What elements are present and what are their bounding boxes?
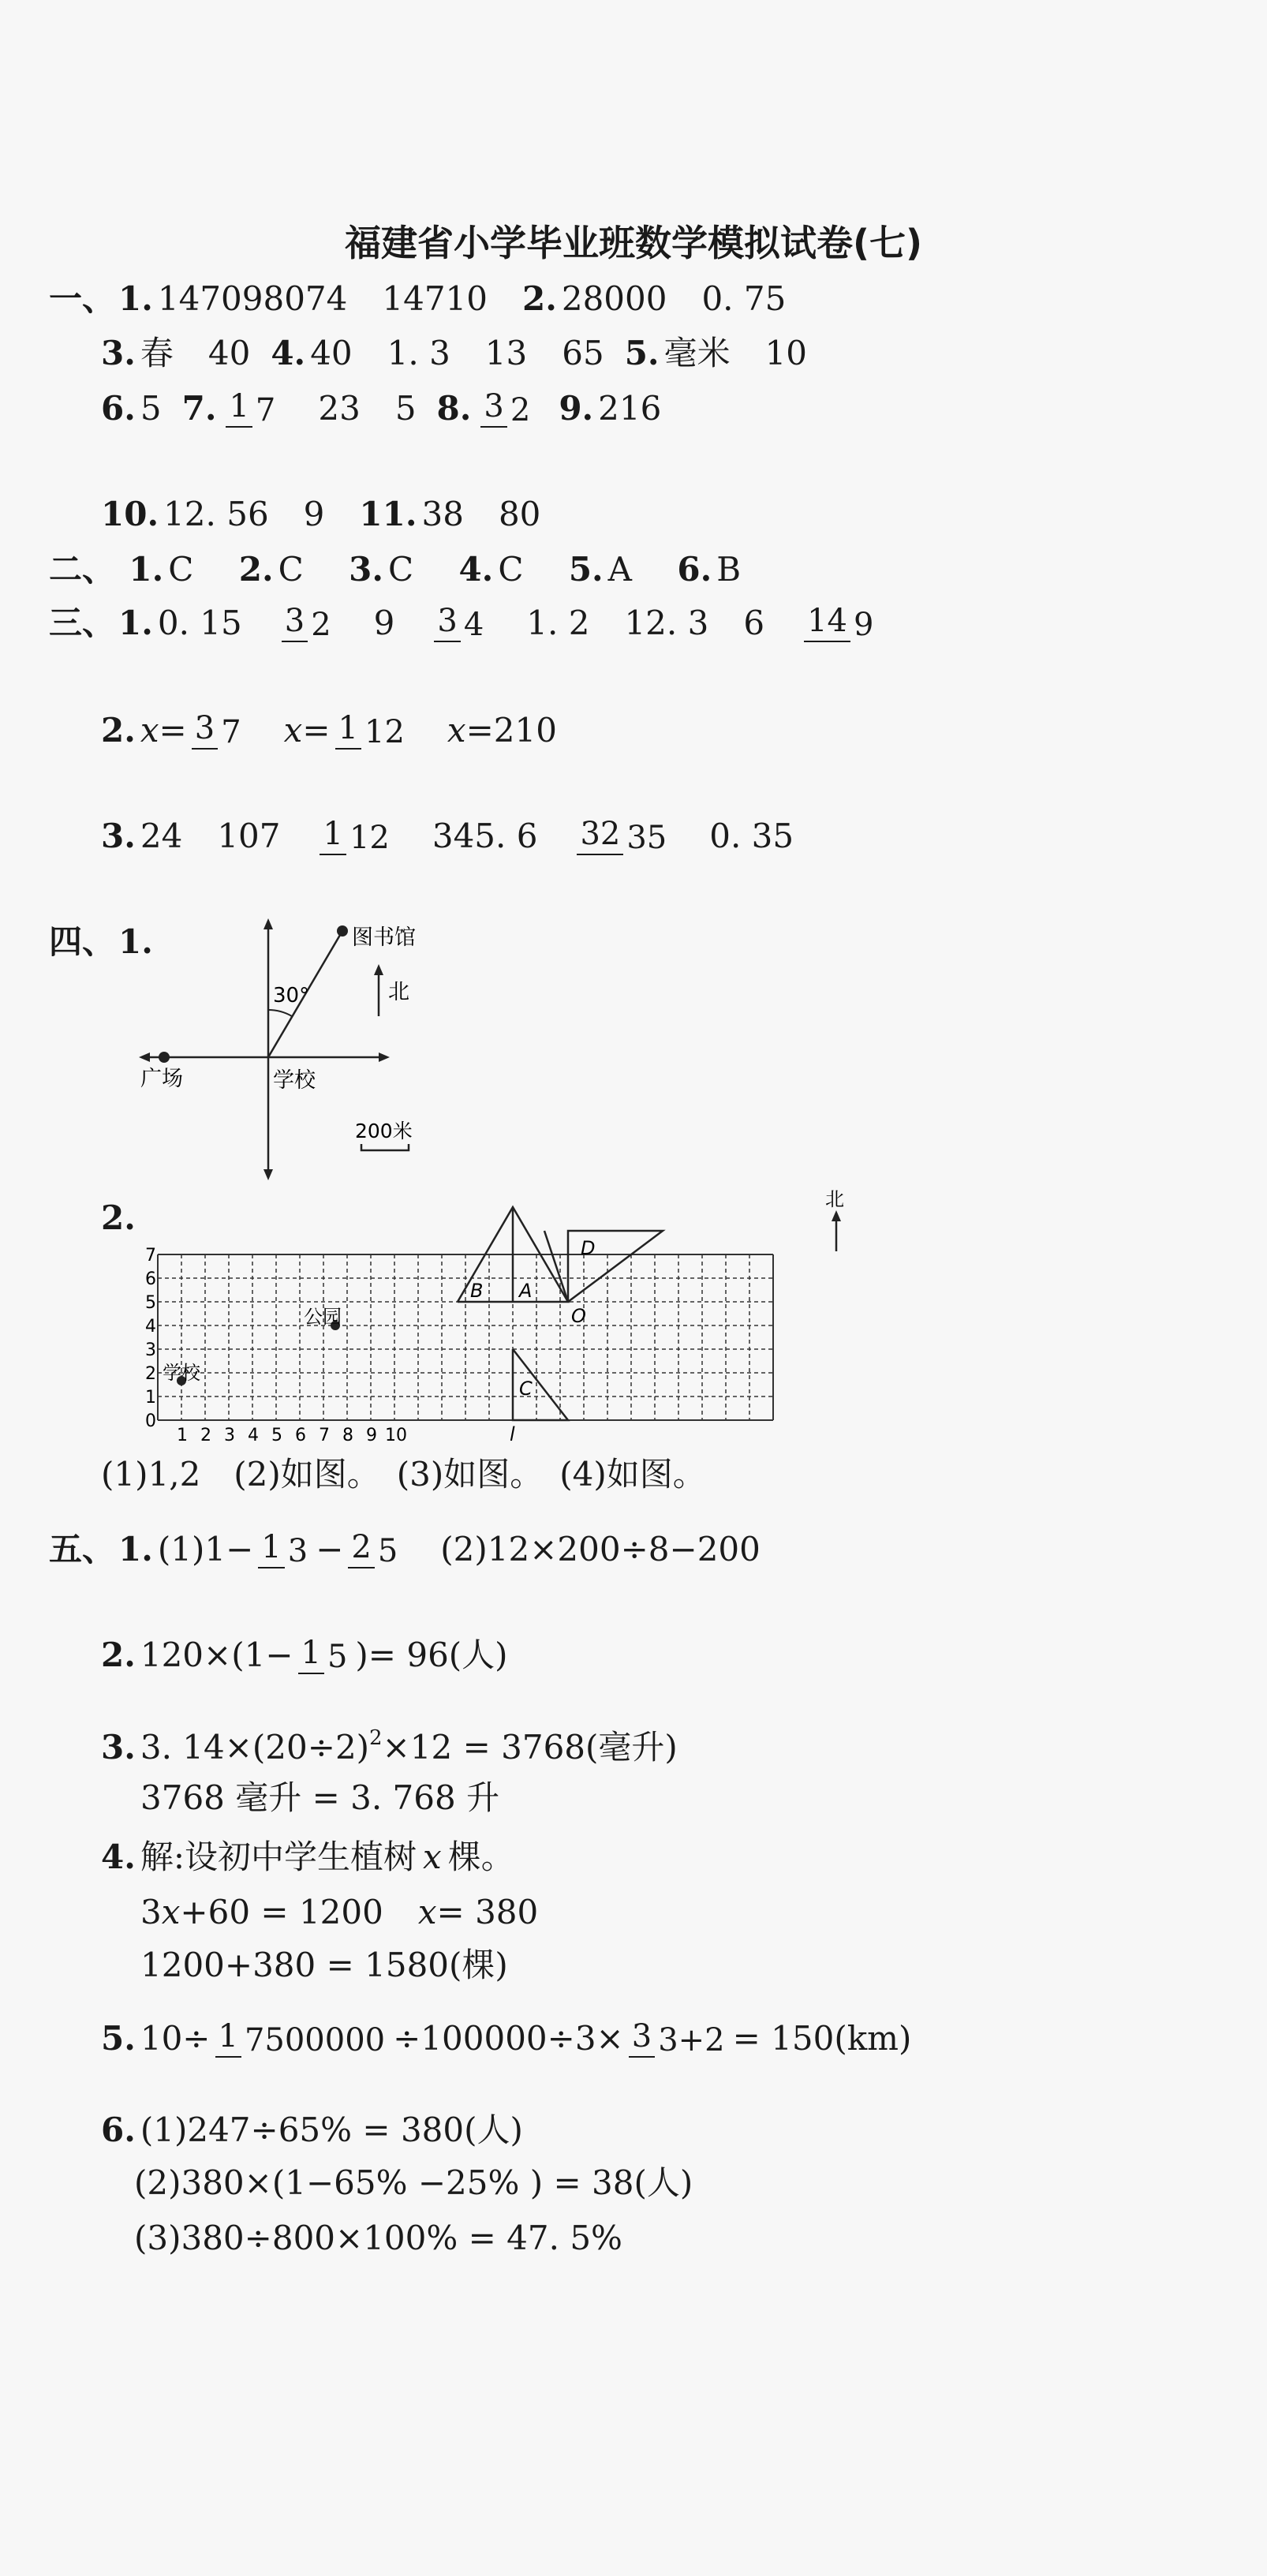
s3-row2: 2. x= 3 7 x= 1 12 x=210: [101, 710, 557, 750]
fraction: 1 12: [320, 817, 392, 855]
label-d: D: [581, 1237, 596, 1259]
q-number: 8.: [436, 389, 472, 428]
x-tick-label: 4: [248, 1426, 259, 1445]
y-tick-label: 5: [145, 1293, 156, 1313]
fraction: 3 4: [434, 604, 487, 642]
label-o: O: [571, 1305, 586, 1327]
fraction: 1 7: [226, 390, 278, 428]
s4-q2-answer: (1)1,2 (2)如图。 (3)如图。 (4)如图。: [101, 1455, 706, 1494]
y-tick-label: 1: [145, 1388, 156, 1408]
y-tick-label: 4: [145, 1317, 156, 1337]
school-label: 学校: [273, 1068, 316, 1093]
fraction: 1 12: [335, 712, 408, 750]
q-number: 2.: [521, 279, 557, 318]
library-point: [337, 925, 348, 937]
y-tick-label: 0: [145, 1411, 156, 1431]
section-label: 五、: [49, 1530, 116, 1568]
answer: 10: [764, 334, 808, 372]
library-label: 图书馆: [352, 925, 416, 950]
q-number: 11.: [359, 495, 417, 533]
y-tick-label: 2: [145, 1364, 156, 1384]
section-label: 三、: [49, 604, 116, 642]
answer: 毫米: [663, 334, 731, 372]
north-label: 北: [388, 980, 409, 1004]
fraction: 2 5: [348, 1531, 401, 1568]
answer: 38: [421, 495, 464, 533]
answer: 13: [484, 334, 528, 372]
q-number: 4.: [271, 334, 306, 372]
answer: 12. 56: [163, 495, 269, 533]
q-number: 9.: [559, 389, 594, 428]
s4-row1: 四、1.: [49, 922, 153, 961]
answer: 23: [318, 389, 361, 428]
s1-row1: [49, 280, 786, 316]
label-a: A: [519, 1280, 533, 1302]
q-number: 5.: [624, 334, 660, 372]
q-number: 3.: [101, 334, 136, 372]
fraction: 3 3+2: [629, 2020, 728, 2058]
park-label: 公园: [304, 1306, 342, 1328]
answer: 14710: [382, 279, 488, 318]
s1-row4: [101, 495, 540, 531]
answer: 40: [207, 334, 251, 372]
fraction: 3 2: [282, 604, 335, 642]
label-c: C: [519, 1378, 533, 1400]
answer: 0. 75: [701, 279, 787, 318]
x-tick-label: 3: [224, 1426, 235, 1445]
section-label: 四、: [49, 922, 116, 961]
x-tick-label: 5: [271, 1426, 282, 1445]
s3-row1: 三、1. 0. 15 3 2 9 3 4 1. 2 12. 3 6 14 9: [49, 604, 881, 642]
page-title: 福建省小学毕业班数学模拟试卷(七): [344, 222, 923, 264]
y-tick-label: 7: [145, 1246, 156, 1266]
y-tick-label: 6: [145, 1269, 156, 1289]
q-number: 10.: [101, 495, 159, 533]
q-number: 7.: [181, 389, 217, 428]
compass-diagram: [134, 915, 465, 1183]
s4-row2: 2.: [101, 1198, 136, 1237]
x-tick-label: 1: [177, 1426, 188, 1445]
grid-north-label: 北: [825, 1188, 844, 1210]
x-tick-label: 8: [342, 1426, 353, 1445]
answer: 28000: [561, 279, 667, 318]
s1-row2: [101, 335, 807, 370]
s1-row3: [101, 390, 661, 428]
s3-row3: 3. 24 107 1 12 345. 6 32 35 0. 35: [101, 816, 794, 856]
s5-q3-l1: 3. 3. $14\times(20\div 2)^2\times 12 = 3768$(毫升): [101, 1726, 678, 1767]
fraction: 3 7: [192, 712, 245, 750]
s5-q4-l3: 1200+380 = 1580(棵): [140, 1946, 508, 1984]
answer: 40: [310, 334, 353, 372]
x-tick-label: 2: [200, 1426, 211, 1445]
fraction: 3 2: [480, 390, 533, 428]
label-l: l: [510, 1423, 515, 1445]
s5-q3-l2: 3768 毫升 = 3. 768 升: [140, 1778, 500, 1817]
answer: 9: [303, 495, 325, 533]
x-tick-label: 9: [366, 1426, 377, 1445]
answer: 1. 3: [387, 334, 450, 372]
fraction: 1 3: [258, 1531, 311, 1568]
answer: 65: [562, 334, 604, 372]
s5-q4-l1: 4. 解:设初中学生植树 x 棵。: [101, 1838, 514, 1876]
answer: 5: [394, 389, 417, 428]
fraction: 14 9: [804, 604, 876, 642]
x-tick-label: 6: [295, 1426, 306, 1445]
x-tick-label: 7: [319, 1426, 330, 1445]
s5-q5: 5. 10÷ 1 7500000 ÷100000÷3× 3 3+2 = 150(km): [101, 2018, 912, 2058]
answer: 80: [498, 495, 541, 533]
section-label: 二、: [49, 550, 116, 589]
s5-q2: 2. 120×(1− 1 5 )= 96(人): [101, 1635, 508, 1675]
label-b: B: [470, 1280, 484, 1302]
x-tick-label: 10: [385, 1426, 407, 1445]
fraction: 1 5: [298, 1636, 351, 1674]
grid-diagram: [142, 1183, 852, 1452]
answer: 147098074: [157, 279, 348, 318]
square-label: 广场: [140, 1067, 183, 1091]
s5-q6-l2: (2)380×(1−65% −25% ) = 38(人): [134, 2163, 693, 2202]
s5-q4-l2: 3x+60 = 1200 x= 380: [140, 1893, 539, 1931]
s5-q1: 五、1. (1)1− 1 3 − 2 5 (2)12×200÷8−200: [49, 1529, 761, 1569]
answer: 5: [140, 389, 162, 428]
section-label: 一、: [49, 279, 116, 318]
square-point: [159, 1052, 170, 1063]
scale-label: 200米: [355, 1120, 413, 1142]
fraction: 32 35: [577, 817, 670, 855]
s5-q6-l1: 6. (1)247÷65% = 380(人): [101, 2111, 523, 2149]
grid-school-label: 学校: [163, 1362, 200, 1384]
q-number: 6.: [101, 389, 136, 428]
s2-row: 二、 1. C 2. C 3. C 4. C 5. A 6. B: [49, 550, 742, 589]
angle-label: 30°: [273, 984, 310, 1008]
y-tick-label: 3: [145, 1340, 156, 1360]
answer: 春: [140, 334, 174, 372]
fraction: 1 7500000: [215, 2020, 389, 2058]
q-number: 1.: [118, 279, 153, 318]
s5-q6-l3: (3)380÷800×100% = 47. 5%: [134, 2219, 622, 2257]
answer: 216: [598, 389, 662, 428]
